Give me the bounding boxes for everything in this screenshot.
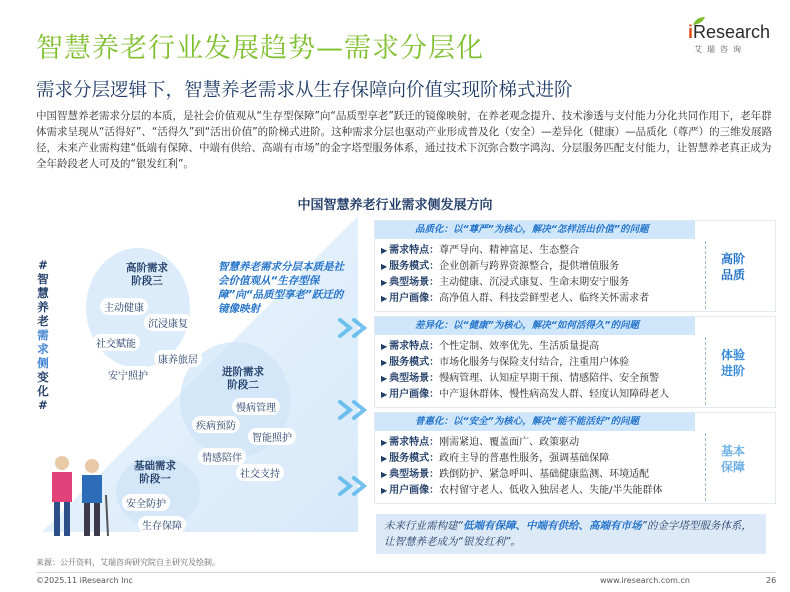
demand-tag: 智能照护 bbox=[248, 428, 296, 445]
panel-row: ▶ 典型场景：慢病管理、认知症早期干预、情感陪伴、安全预警 bbox=[381, 373, 660, 384]
demand-tag: 社交支持 bbox=[236, 464, 284, 481]
source-note: 来源：公开资料，艾瑞咨询研究院自主研究及绘制。 bbox=[36, 558, 220, 567]
logo-i: i bbox=[688, 22, 694, 42]
demand-tag: 生存保障 bbox=[138, 516, 186, 533]
panel-ribbon: 差异化：以“健康”为核心，解决“如何活得久”的问题 bbox=[375, 317, 695, 335]
triangle-bullet-icon: ▶ bbox=[381, 262, 388, 271]
page-subtitle: 需求分层逻辑下，智慧养老需求从生存保障向价值实现阶梯式进阶 bbox=[36, 80, 573, 101]
top-level-title: 高阶需求 阶段三 bbox=[126, 262, 168, 287]
mirror-mapping-note: 智慧养老需求分层本质是社会价值观从“生存型保障”向“品质型享老”跃迁的镜像映射 bbox=[218, 261, 344, 315]
conclusion-callout: 未来行业需构建“低端有保障、中端有供给、高端有市场”的金字塔型服务体系，让智慧养老成为“银发红利”。 bbox=[376, 514, 766, 554]
vlabel-char: 养 bbox=[37, 300, 49, 314]
triangle-bullet-icon: ▶ bbox=[381, 486, 388, 495]
triangle-bullet-icon: ▶ bbox=[381, 342, 388, 351]
website-url: www.iresearch.com.cn bbox=[600, 576, 690, 585]
vlabel-char: 侧 bbox=[37, 356, 49, 370]
panel-row: ▶ 用户画像：中产退休群体、慢性病高发人群、轻度认知障碍老人 bbox=[381, 389, 670, 400]
iresearch-logo bbox=[688, 22, 772, 62]
vlabel-char: 慧 bbox=[37, 286, 49, 300]
vlabel-char: 智 bbox=[37, 272, 49, 286]
triangle-bullet-icon: ▶ bbox=[381, 454, 388, 463]
triangle-bullet-icon: ▶ bbox=[381, 438, 388, 447]
page-title: 智慧养老行业发展趋势—需求分层化 bbox=[36, 33, 484, 64]
vlabel-char: 变 bbox=[37, 370, 49, 384]
logo-subtitle: 艾瑞咨询 bbox=[694, 45, 746, 54]
panel-row: ▶ 用户画像：农村留守老人、低收入独居老人、失能/半失能群体 bbox=[381, 485, 663, 496]
vlabel-char: 求 bbox=[37, 342, 49, 356]
triangle-bullet-icon: ▶ bbox=[381, 390, 388, 399]
vlabel-char: 化 bbox=[37, 384, 49, 398]
panel-row: ▶ 用户画像：高净值人群、科技尝鲜型老人、临终关怀需求者 bbox=[381, 293, 650, 304]
base-level-title: 基础需求 阶段一 bbox=[134, 460, 176, 485]
vlabel-char: 老 bbox=[37, 314, 49, 328]
demand-tag: 康养旅居 bbox=[154, 350, 202, 367]
diagram-title: 中国智慧养老行业需求侧发展方向 bbox=[297, 198, 493, 213]
vlabel-char: 需 bbox=[37, 328, 49, 342]
panel-differentiation bbox=[374, 316, 776, 408]
hash-mark-top: # bbox=[38, 258, 48, 272]
panel-row: ▶ 需求特点：刚需紧迫、覆盖面广、政策驱动 bbox=[381, 437, 580, 448]
panel-tag: 基本 保障 bbox=[720, 444, 745, 474]
panel-row: ▶ 典型场景：主动健康、沉浸式康复、生命末期安宁服务 bbox=[381, 277, 630, 288]
panel-row: ▶ 服务模式：市场化服务与保险支付结合，注重用户体验 bbox=[381, 357, 630, 368]
demand-tag: 安全防护 bbox=[122, 494, 170, 511]
panel-tag: 高阶 品质 bbox=[720, 252, 745, 282]
panel-ribbon: 品质化：以“尊严”为核心，解决“怎样活出价值”的问题 bbox=[375, 221, 695, 239]
logo-word: Research bbox=[693, 22, 771, 42]
panel-row: ▶ 需求特点：个性定制、效率优先、生活质量提高 bbox=[381, 341, 600, 352]
panel-ribbon: 普惠化：以“安全”为核心，解决“能不能活好”的问题 bbox=[375, 413, 695, 431]
triangle-bullet-icon: ▶ bbox=[381, 470, 388, 479]
demand-tag: 沉浸康复 bbox=[144, 314, 192, 331]
demand-tag: 主动健康 bbox=[100, 298, 148, 315]
panel-row: ▶ 服务模式：政府主导的普惠性服务，强调基础保障 bbox=[381, 453, 610, 464]
triangle-bullet-icon: ▶ bbox=[381, 358, 388, 367]
demand-tag: 情感陪伴 bbox=[198, 448, 246, 465]
callout-highlight: 低端有保障、中端有供给、高端有市场 bbox=[462, 520, 642, 532]
panel-row: ▶ 服务模式：企业创新与跨界资源整合，提供增值服务 bbox=[381, 261, 620, 272]
triangle-bullet-icon: ▶ bbox=[381, 374, 388, 383]
demand-tag: 社交赋能 bbox=[92, 334, 140, 351]
divider bbox=[705, 433, 706, 501]
mid-level-title: 进阶需求 阶段二 bbox=[222, 366, 264, 391]
page-number: 26 bbox=[766, 576, 777, 585]
triangle-bullet-icon: ▶ bbox=[381, 278, 388, 287]
divider bbox=[705, 337, 706, 405]
demand-tag: 疾病预防 bbox=[192, 416, 240, 433]
copyright: ©2025.11 iResearch Inc bbox=[36, 576, 133, 585]
panel-row: ▶ 需求特点：尊严导向、精神富足、生态整合 bbox=[381, 245, 580, 256]
demand-tag: 慢病管理 bbox=[232, 398, 280, 415]
divider bbox=[705, 241, 706, 309]
footer-divider bbox=[36, 572, 776, 573]
demand-tag: 安宁照护 bbox=[104, 366, 152, 383]
triangle-bullet-icon: ▶ bbox=[381, 246, 388, 255]
hash-mark-bottom: # bbox=[38, 398, 48, 412]
panel-row: ▶ 典型场景：跌倒防护、紧急呼叫、基础健康监测、环境适配 bbox=[381, 469, 650, 480]
intro-paragraph: 中国智慧养老需求分层的本质，是社会价值观从“生存型保障”向“品质型享老”跃迁的镜像映射，在养老观念提升、技术渗透与支付能力分化共同作用下，老年群体需求呈现从“活得好”、“活得久”到“活出价值”的阶梯式进阶。这种需求分层也驱动产业形成普及化（安全）—差异化（健康）—品质化（尊严）的三维发展路径，未来产业需构建“低端有保障、中端有供给、高端有市场”的金字塔型服务体系，通过技术下沉弥合数字鸿沟、分层服务匹配支付能力，让智慧养老真正成为全年龄段老人可及的“银发红利”。 bbox=[36, 110, 773, 170]
panel-inclusive bbox=[374, 412, 776, 504]
panel-quality bbox=[374, 220, 776, 312]
triangle-bullet-icon: ▶ bbox=[381, 294, 388, 303]
panel-tag: 体验 进阶 bbox=[720, 348, 745, 378]
